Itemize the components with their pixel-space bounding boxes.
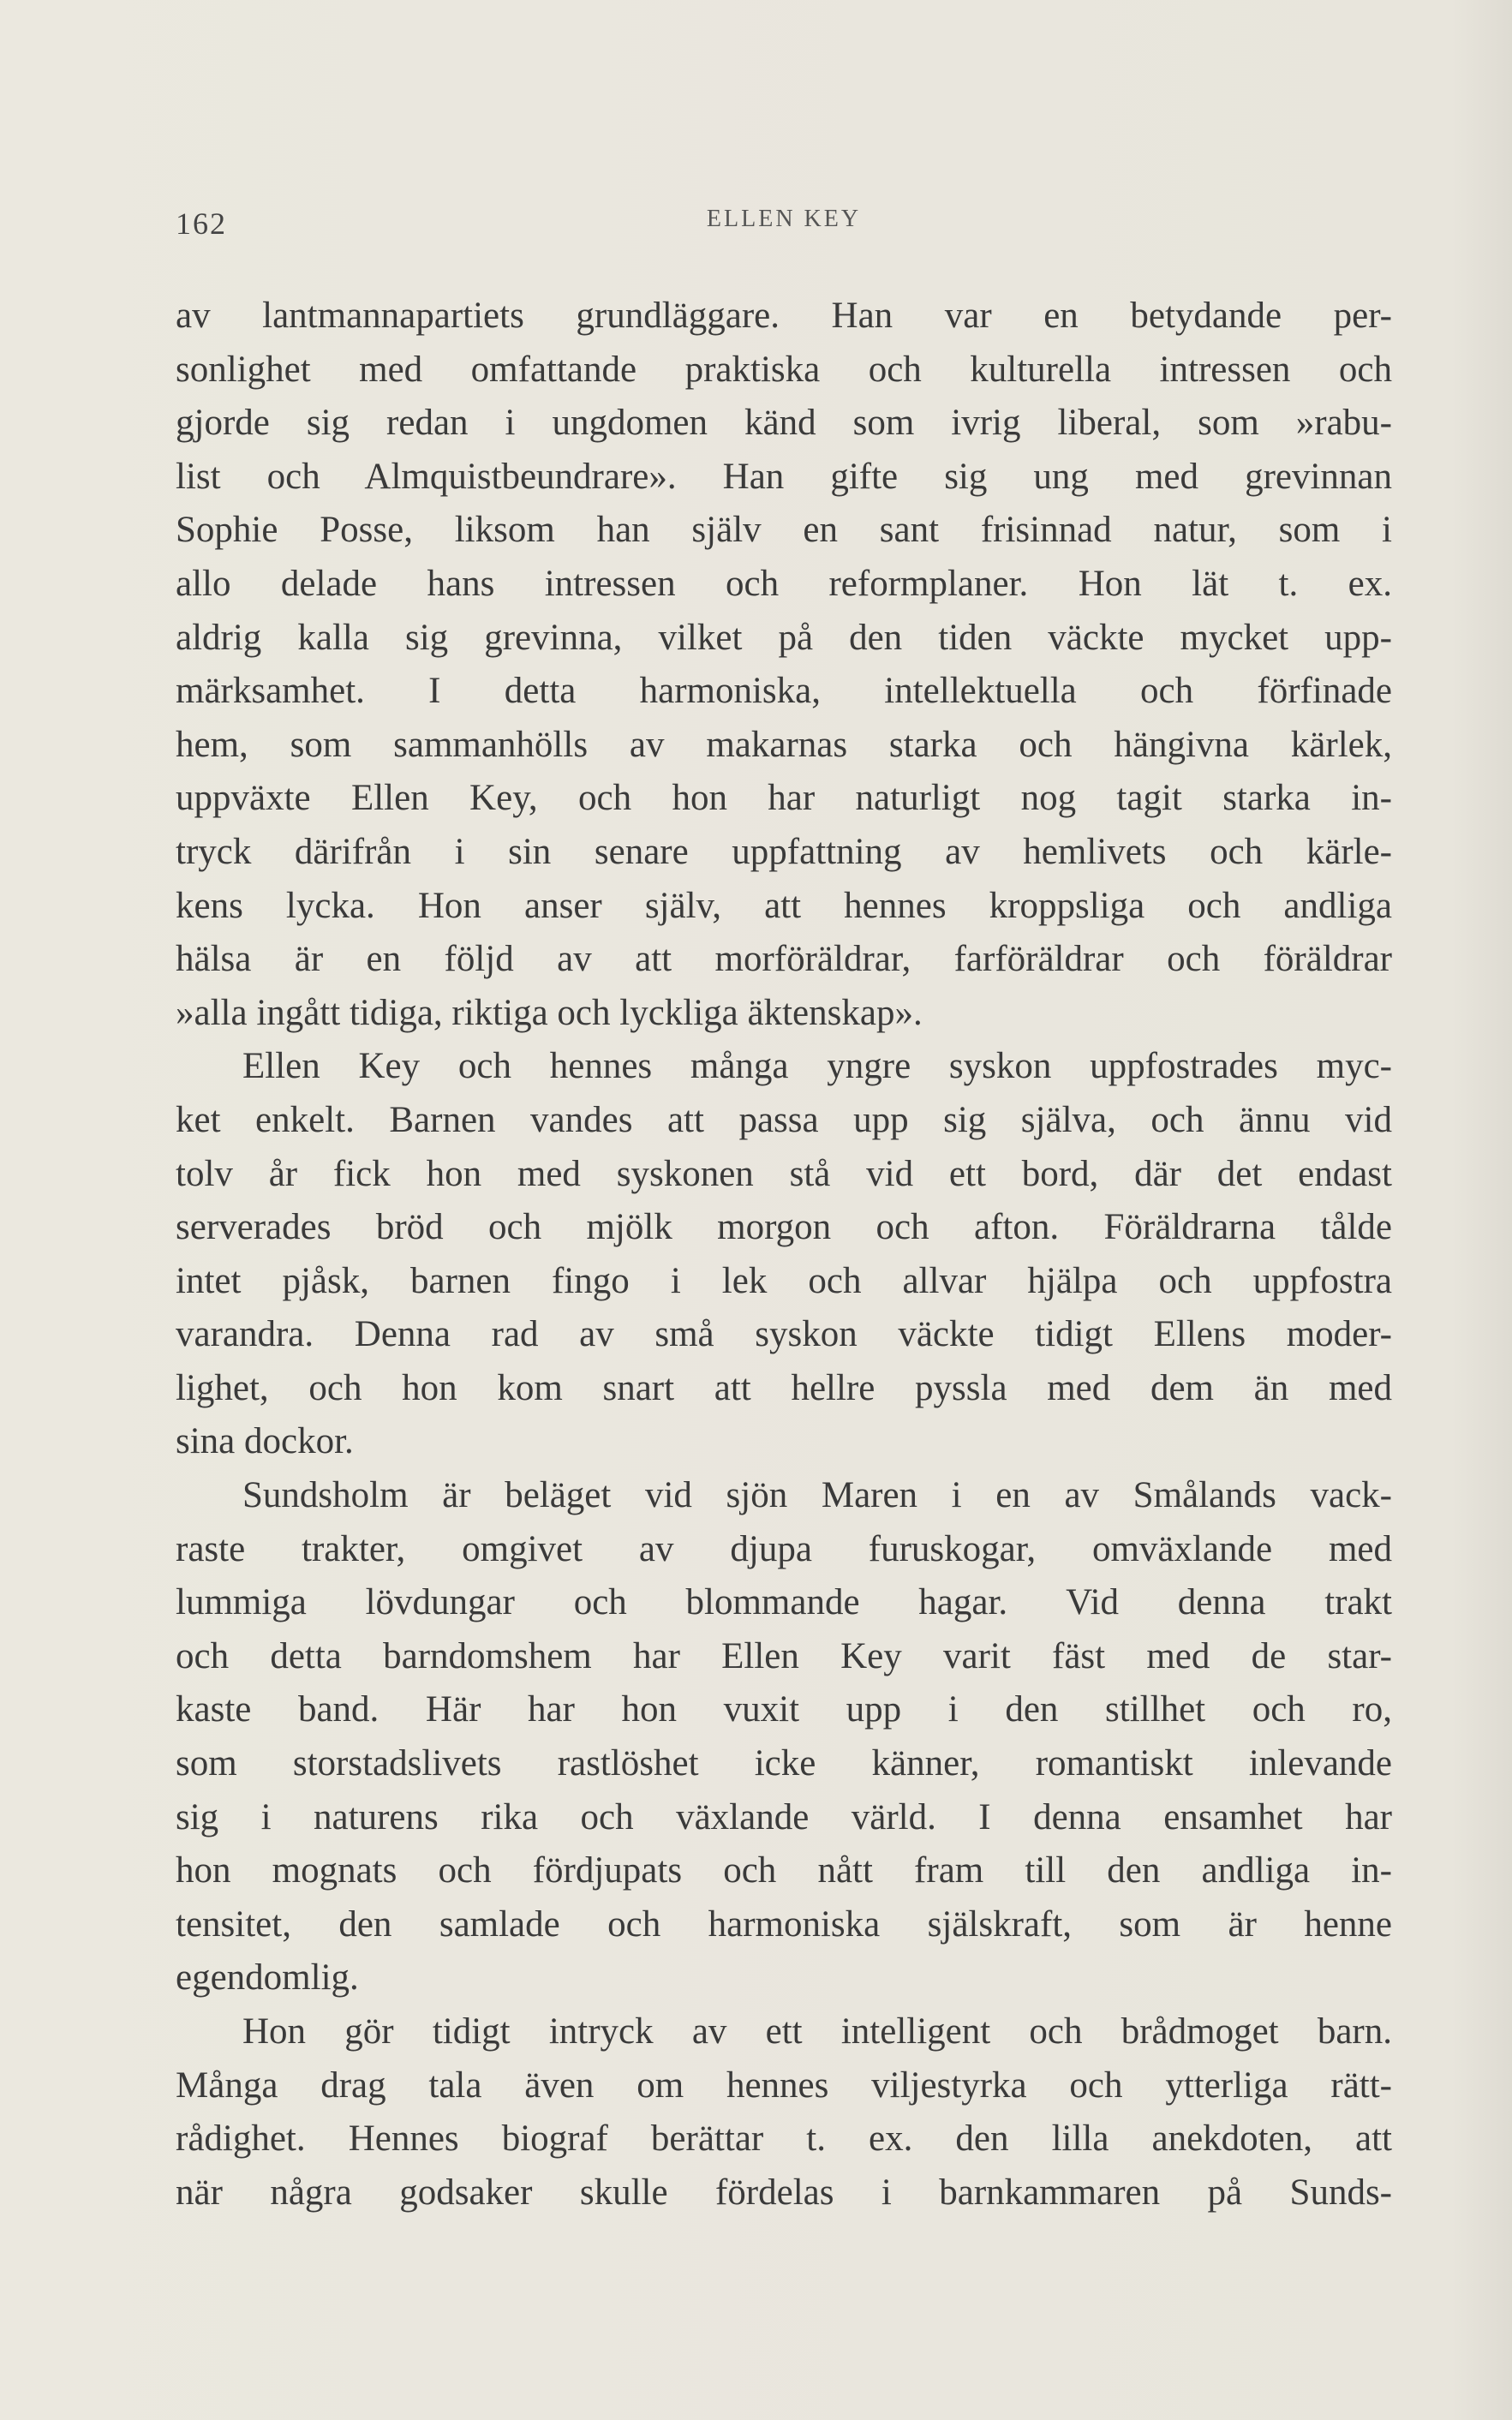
text-line: tryck därifrån i sin senare uppfattning av hemlivets och kärle- [176,831,1392,872]
running-head: ELLEN KEY [706,206,862,232]
text-line: Många drag tala även om hennes viljestyrka och ytterliga rätt- [176,2064,1392,2106]
text-line: kaste band. Här har hon vuxit upp i den stillhet och ro, [176,1689,1392,1730]
text-line: intet pjåsk, barnen fingo i lek och allvar hjälpa och uppfostra [176,1260,1392,1301]
text-line: tolv år fick hon med syskonen stå vid ett bord, där det endast [176,1153,1392,1194]
text-line: hälsa är en följd av att morföräldrar, farföräldrar och föräldrar [176,939,1392,980]
text-line: tensitet, den samlade och harmoniska själskraft, som är henne [176,1903,1392,1945]
text-line: gjorde sig redan i ungdomen känd som ivrig liberal, som »rabu- [176,403,1392,444]
text-line: sina dockor. [176,1421,354,1462]
text-line: hon mognats och fördjupats och nått fram till den andliga in- [176,1850,1392,1891]
text-line: av lantmannapartiets grundläggare. Han var en betydande per- [176,296,1392,336]
page-number: 162 [176,206,227,241]
paragraph-first-line: Ellen Key och hennes många yngre syskon uppfostrades myc- [242,1046,1392,1087]
text-line: hem, som sammanhölls av makarnas starka och hängivna kärlek, [176,724,1392,765]
text-line: varandra. Denna rad av små syskon väckte tidigt Ellens moder- [176,1314,1392,1355]
text-line: märksamhet. I detta harmoniska, intellektuella och förfinade [176,671,1392,712]
text-line: »alla ingått tidiga, riktiga och lyckliga äktenskap». [176,992,923,1033]
text-line: och detta barndomshem har Ellen Key varit fäst med de star- [176,1635,1392,1676]
paragraph-first-line: Hon gör tidigt intryck av ett intelligent och brådmoget barn. [242,2011,1392,2052]
text-line: sonlighet med omfattande praktiska och kulturella intressen och [176,349,1392,390]
body-text [176,290,1392,2220]
text-line: uppväxte Ellen Key, och hon har naturligt nog tagit starka in- [176,778,1392,819]
paragraph-first-line: Sundsholm är beläget vid sjön Maren i en av Smålands vack- [242,1475,1392,1516]
text-line: som storstadslivets rastlöshet icke känner, romantiskt inlevande [176,1743,1392,1784]
text-line: Sophie Posse, liksom han själv en sant frisinnad natur, som i [176,510,1392,551]
text-line: lighet, och hon kom snart att hellre pyssla med dem än med [176,1367,1392,1408]
text-line: egendomlig. [176,1957,359,1999]
text-line: lummiga lövdungar och blommande hagar. Vid denna trakt [176,1582,1392,1623]
text-line: rådighet. Hennes biograf berättar t. ex. den lilla anekdoten, att [176,2118,1392,2160]
text-line: ket enkelt. Barnen vandes att passa upp sig själva, och ännu vid [176,1099,1392,1140]
text-line: kens lycka. Hon anser själv, att hennes kroppsliga och andliga [176,885,1392,926]
text-line: raste trakter, omgivet av djupa furuskogar, omväxlande med [176,1528,1392,1569]
text-line: aldrig kalla sig grevinna, vilket på den tiden väckte mycket upp- [176,617,1392,658]
text-line: sig i naturens rika och växlande värld. I denna ensamhet har [176,1796,1392,1837]
text-line: när några godsaker skulle fördelas i barnkammaren på Sunds- [176,2172,1392,2213]
page-header [176,206,1392,240]
text-line: allo delade hans intressen och reformplaner. Hon lät t. ex. [176,563,1392,604]
text-line: serverades bröd och mjölk morgon och afton. Föräldrarna tålde [176,1207,1392,1248]
text-line: list och Almquistbeundrare». Han gifte sig ung med grevinnan [176,456,1392,497]
